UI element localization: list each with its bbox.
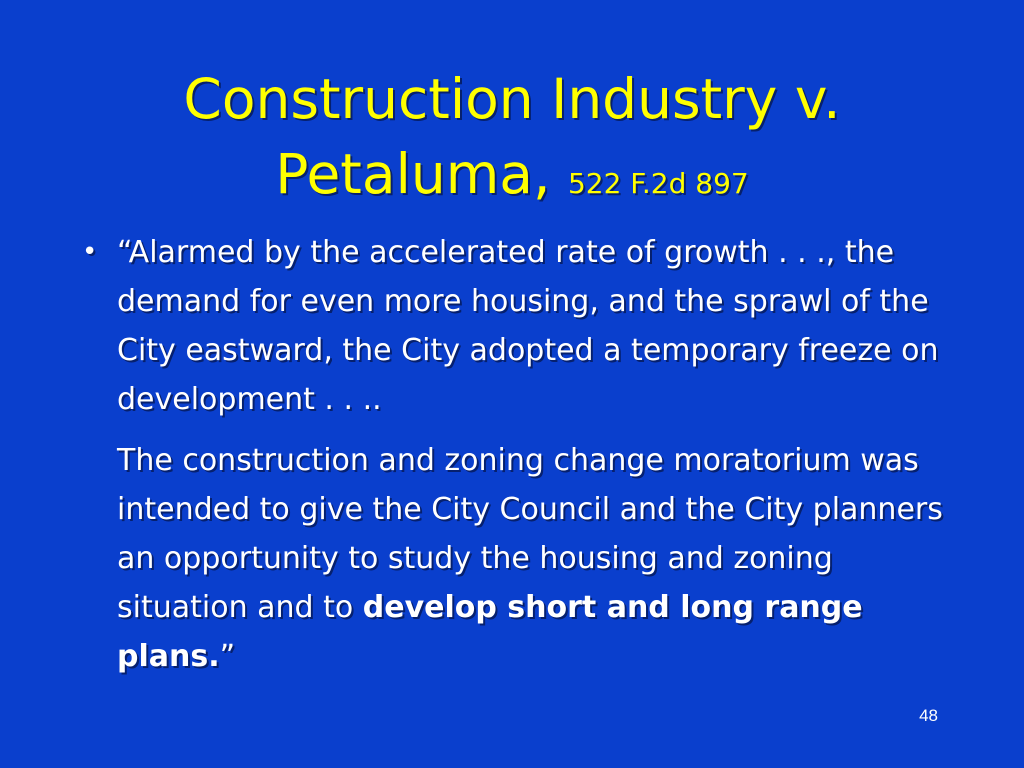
slide-body — [80, 228, 960, 681]
case-citation: 522 F.2d 897 — [567, 167, 749, 200]
quote-emphasis: develop short and long range plans. — [117, 590, 863, 674]
bullet-marker: • — [82, 237, 98, 267]
quote-paragraph-2 — [117, 436, 960, 681]
quote-paragraph-2-text: The construction and zoning change moratorium was intended to give the City Council and the City planners an opportunity to study the housing and zoning situation and to — [117, 443, 943, 625]
title-line-1: Construction Industry v. — [183, 67, 841, 131]
page-number: 48 — [919, 706, 938, 725]
quote-paragraph-1: “Alarmed by the accelerated rate of growth . . ., the demand for even more housing, and the sprawl of the City eastward, the City adopted a temporary freeze on development . . .. — [117, 235, 939, 417]
slide-title — [0, 62, 1024, 221]
closing-quote: ” — [219, 639, 236, 674]
title-line-2: Petaluma, — [275, 142, 551, 206]
bullet-item — [80, 228, 960, 681]
